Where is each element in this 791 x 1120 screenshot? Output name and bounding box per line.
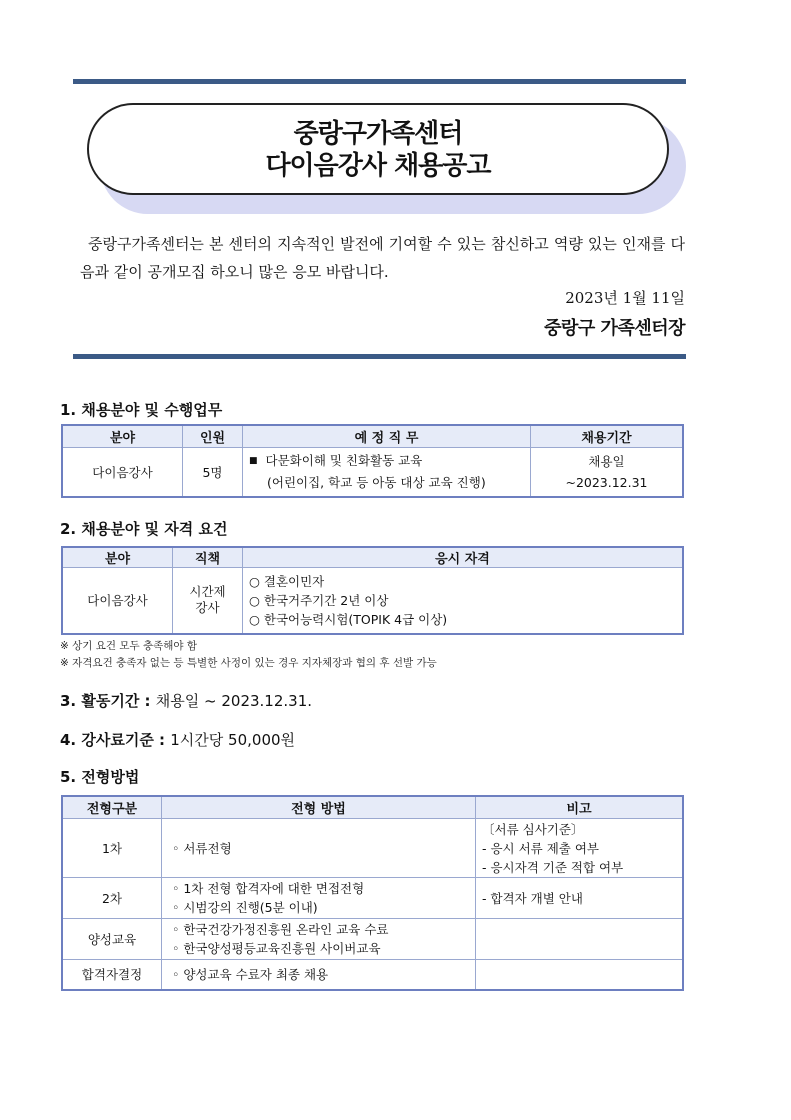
bottom-rule xyxy=(73,354,686,359)
note-line: - 응시자격 기준 적합 여부 xyxy=(482,859,624,875)
note-cell xyxy=(476,919,684,960)
cell-field: 다이음강사 xyxy=(62,568,173,634)
note-line: - 합격자 개별 안내 xyxy=(482,891,583,906)
title-box xyxy=(87,103,669,195)
col-header-method: 전형 방법 xyxy=(162,796,476,819)
position-line1: 시간제 xyxy=(189,584,226,600)
duty-line1: 다문화이해 및 친화활동 교육 xyxy=(265,453,423,469)
section3-value: 채용일 ~ 2023.12.31. xyxy=(155,692,313,710)
cell-duty xyxy=(243,448,531,497)
method-cell xyxy=(162,919,476,960)
note-cell xyxy=(476,960,684,990)
period-line1: 채용일 xyxy=(588,453,625,469)
method-cell xyxy=(162,878,476,919)
signer: 중랑구 가족센터장 xyxy=(544,318,685,339)
stage-cell: 합격자결정 xyxy=(62,960,162,990)
stage-cell: 1차 xyxy=(62,819,162,878)
stage-cell: 2차 xyxy=(62,878,162,919)
method-line: ◦ 시범강의 진행(5분 이내) xyxy=(172,900,318,915)
col-header-period: 채용기간 xyxy=(531,425,684,448)
qualification-item: ○ 결혼이민자 xyxy=(249,573,325,589)
note-2: ※ 자격요건 충족자 없는 등 특별한 사정이 있는 경우 지자체장과 협의 후 선발 가능 xyxy=(60,657,437,669)
col-header-count: 인원 xyxy=(183,425,243,448)
section3 xyxy=(60,690,312,711)
bullet-icon: ■ xyxy=(249,456,258,467)
note-cell xyxy=(476,878,684,919)
section3-heading: 3. 활동기간 : xyxy=(60,692,151,710)
intro-paragraph xyxy=(80,230,685,286)
col-header-duty: 예 정 직 무 xyxy=(243,425,531,448)
col-header-stage: 전형구분 xyxy=(62,796,162,819)
col-header-qualification: 응시 자격 xyxy=(243,547,684,568)
cell-qualifications xyxy=(243,568,684,634)
qualification-item: ○ 한국어능력시험(TOPIK 4급 이상) xyxy=(249,611,448,627)
stage-cell: 양성교육 xyxy=(62,919,162,960)
note-cell xyxy=(476,819,684,878)
section1-table xyxy=(61,424,684,498)
section2-heading: 2. 채용분야 및 자격 요건 xyxy=(60,520,228,538)
section5-table xyxy=(61,795,684,991)
note-line: - 응시 서류 제출 여부 xyxy=(482,840,600,856)
title-line-1: 중랑구가족센터 xyxy=(293,119,463,149)
col-header-position: 직책 xyxy=(173,547,243,568)
announcement-date: 2023년 1월 11일 xyxy=(565,289,685,307)
note-line: 〔서류 심사기준〕 xyxy=(482,821,584,837)
title-line-2: 다이음강사 채용공고 xyxy=(265,151,491,181)
method-line: ◦ 서류전형 xyxy=(172,841,232,856)
duty-line2: (어린이집, 학교 등 아동 대상 교육 진행) xyxy=(267,475,486,491)
qualification-item: ○ 한국거주기간 2년 이상 xyxy=(249,592,389,608)
top-rule xyxy=(73,79,686,84)
method-line: ◦ 한국양성평등교육진흥원 사이버교육 xyxy=(172,941,381,956)
col-header-field: 분야 xyxy=(62,547,173,568)
method-line: ◦ 1차 전형 합격자에 대한 면접전형 xyxy=(172,881,365,896)
col-header-field: 분야 xyxy=(62,425,183,448)
cell-period xyxy=(531,448,684,497)
section2-table xyxy=(61,546,684,635)
section4-value: 1시간당 50,000원 xyxy=(170,731,296,749)
note-1: ※ 상기 요건 모두 충족해야 함 xyxy=(60,640,198,652)
intro-text: 중랑구가족센터는 본 센터의 지속적인 발전에 기여할 수 있는 참신하고 역량 있는 인재를 다음과 같이 공개모집 하오니 많은 응모 바랍니다. xyxy=(80,235,685,281)
cell-count: 5명 xyxy=(183,448,243,497)
method-line: ◦ 한국건강가정진흥원 온라인 교육 수료 xyxy=(172,922,389,937)
col-header-note: 비고 xyxy=(476,796,684,819)
period-line2: ~2023.12.31 xyxy=(565,474,648,490)
method-cell xyxy=(162,960,476,990)
section4-heading: 4. 강사료기준 : xyxy=(60,731,166,749)
method-line: ◦ 양성교육 수료자 최종 채용 xyxy=(172,967,329,983)
method-cell xyxy=(162,819,476,878)
cell-field: 다이음강사 xyxy=(62,448,183,497)
section4 xyxy=(60,729,295,750)
cell-position xyxy=(173,568,243,634)
section5-heading: 5. 전형방법 xyxy=(60,768,140,786)
section1-heading: 1. 채용분야 및 수행업무 xyxy=(60,401,223,419)
position-line2: 강사 xyxy=(195,600,220,616)
